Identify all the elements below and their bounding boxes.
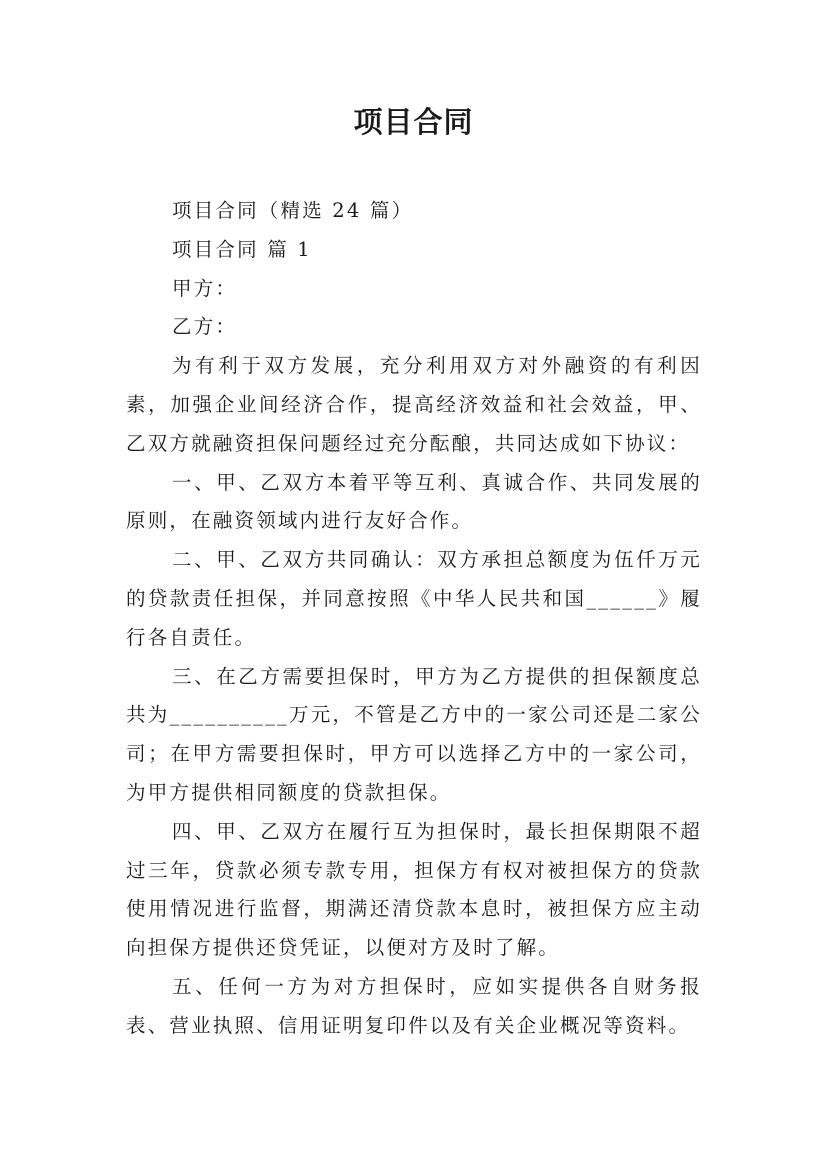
party-b-label: 乙方： [172,315,238,339]
paragraph-clause-1: 一、甲、乙双方本着平等互利、真诚合作、共同发展的原则，在融资领域内进行友好合作。 [126,470,702,533]
paragraph-clause-5: 五、任何一方为对方担保时，应如实提供各自财务报表、营业执照、信用证明复印件以及有关企业概况等资料。 [126,974,702,1037]
paragraph-clause-4: 四、甲、乙双方在履行互为担保时，最长担保期限不超过三年，贷款必须专款专用，担保方有权对被担保方的贷款使用情况进行监督，期满还清贷款本息时，被担保方应主动向担保方提供还贷凭证，以便对方及时了解。 [126,819,702,960]
document-body [126,192,702,1046]
document-title: 项目合同 [353,105,474,139]
paragraph-clause-3: 三、在乙方需要担保时，甲方为乙方提供的担保额度总共为__________万元，不管是乙方中的一家公司还是二家公司；在甲方需要担保时，甲方可以选择乙方中的一家公司，为甲方提供相同额度的贷款担保。 [126,664,702,804]
paragraph-clause-2: 二、甲、乙双方共同确认：双方承担总额度为伍仟万元的贷款责任担保，并同意按照《中华人民共和国______》履行各自责任。 [126,548,702,649]
document-subtitle: 项目合同（精选 24 篇） [172,199,414,222]
paragraph-intro: 为有利于双方发展，充分利用双方对外融资的有利因素，加强企业间经济合作，提高经济效益和社会效益，甲、乙双方就融资担保问题经过充分酝酿，共同达成如下协议： [126,354,702,455]
party-a-label: 甲方： [172,276,238,300]
section-heading: 项目合同 篇 1 [172,237,312,261]
